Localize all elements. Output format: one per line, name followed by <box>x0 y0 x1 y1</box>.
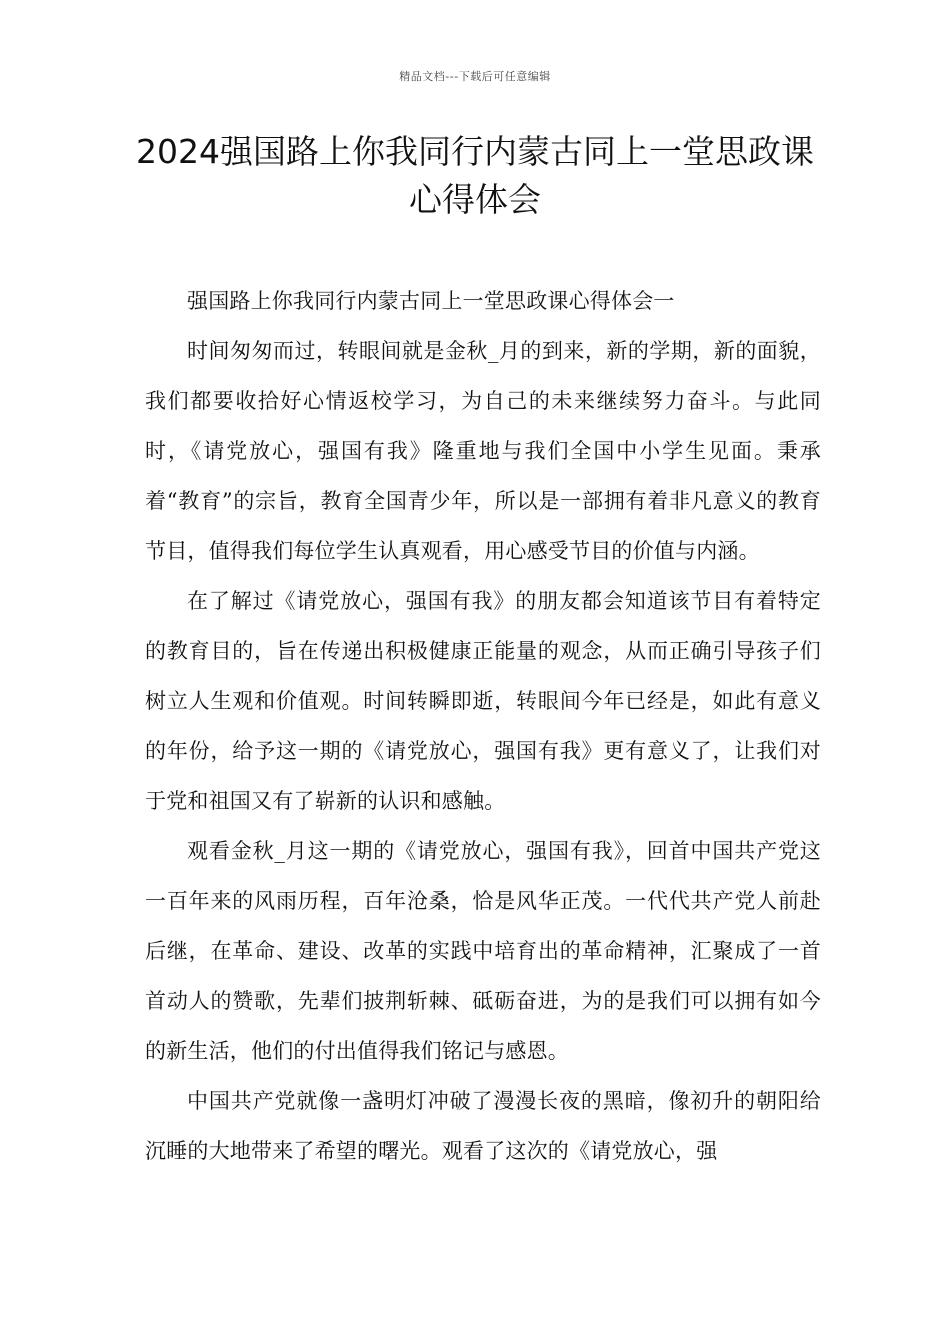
document-body <box>145 276 821 1176</box>
header-note: 精品文档---下载后可任意编辑 <box>399 70 551 83</box>
paragraph-3: 观看金秋_月这一期的《请党放心，强国有我》，回首中国共产党这一百年来的风雨历程，百年沧桑，恰是风华正茂。一代代共产党人前赴后继，在革命、建设、改革的实践中培育出的革命精神，汇聚成了一首首动人的赞歌，先辈们披荆斩棘、砥砺奋进，为的是我们可以拥有如今的新生活，他们的付出值得我们铭记与感恩。 <box>145 839 821 1063</box>
paragraph-2: 在了解过《请党放心，强国有我》的朋友都会知道该节目有着特定的教育目的，旨在传递出积极健康正能量的观念，从而正确引导孩子们树立人生观和价值观。时间转瞬即逝，转眼间今年已经是，如此有意义的年份，给予这一期的《请党放心，强国有我》更有意义了，让我们对于党和祖国又有了崭新的认识和感触。 <box>145 589 821 813</box>
document-title: 2024强国路上你我同行内蒙古同上一堂思政课心得体会 <box>136 132 814 219</box>
paragraph-1: 时间匆匆而过，转眼间就是金秋_月的到来，新的学期，新的面貌，我们都要收拾好心情返校学习，为自己的未来继续努力奋斗。与此同时，《请党放心，强国有我》隆重地与我们全国中小学生见面。秉承着“教育”的宗旨，教育全国青少年，所以是一部拥有着非凡意义的教育节目，值得我们每位学生认真观看，用心感受节目的价值与内涵。 <box>145 339 821 563</box>
paragraph-4: 中国共产党就像一盏明灯冲破了漫漫长夜的黑暗，像初升的朝阳给沉睡的大地带来了希望的曙光。观看了这次的《请党放心，强 <box>145 1089 821 1163</box>
paragraph-subtitle: 强国路上你我同行内蒙古同上一堂思政课心得体会一 <box>187 289 675 313</box>
